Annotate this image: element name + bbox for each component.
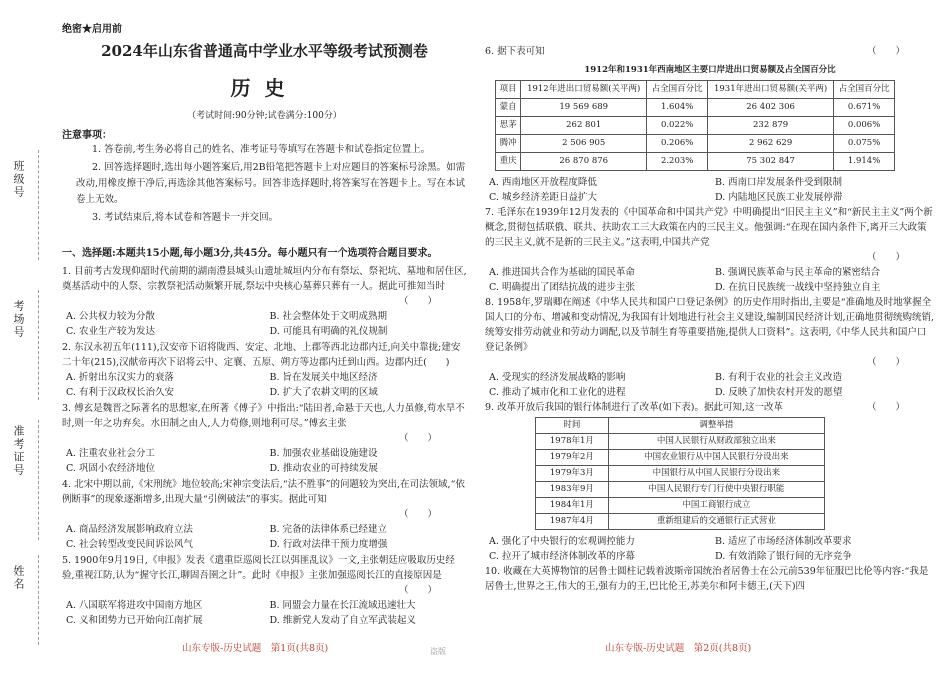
section-heading: 一、选择题:本题共15小题,每小题3分,共45分。每小题只有一个选项符合题目要求。 bbox=[62, 248, 438, 259]
table-cell: 1978年1月 bbox=[536, 434, 609, 450]
table-cell: 1.604% bbox=[647, 99, 708, 117]
options bbox=[66, 309, 467, 339]
table-row bbox=[496, 153, 895, 171]
table-row bbox=[496, 99, 895, 117]
table-header: 1931年进出口贸易额(关平两) bbox=[708, 81, 834, 99]
options bbox=[489, 175, 935, 205]
option-c: C. 农业生产较为发达 bbox=[66, 326, 155, 337]
table-cell: 2 962 629 bbox=[708, 135, 834, 153]
table-row bbox=[536, 434, 825, 450]
question-stem: 10. 收藏在大英博物馆的居鲁士圆柱记载着波斯帝国统治者居鲁士在公元前539年征服巴比伦等内容:“我是居鲁士,世界之王,伟大的王,强有力的王,巴比伦王,苏美尔和阿卡德王,(天下)四 bbox=[485, 566, 929, 592]
table-cell: 0.006% bbox=[834, 117, 895, 135]
question-9 bbox=[485, 400, 935, 564]
table-cell: 中国工商银行成立 bbox=[608, 498, 824, 514]
option-a: A. 八国联军将进攻中国南方地区 bbox=[66, 600, 203, 611]
answer-paren: （ ） bbox=[866, 46, 905, 57]
table-cell: 中国人民银行从财政部独立出来 bbox=[608, 434, 824, 450]
table-row bbox=[536, 498, 825, 514]
option-b: B. 强调民族革命与民主革命的紧密结合 bbox=[715, 267, 881, 278]
option-d: D. 在抗日民族统一战线中坚持独立自主 bbox=[715, 282, 881, 293]
answer-paren: （ ） bbox=[398, 296, 437, 307]
option-a: A. 公共权力较为分散 bbox=[66, 311, 155, 322]
table-header: 占全国百分比 bbox=[834, 81, 895, 99]
page-footer: 山东专版-历史试题 第1页(共8页) bbox=[182, 643, 329, 654]
option-d: D. 扩大了农耕文明的区域 bbox=[269, 387, 378, 398]
table-row bbox=[536, 514, 825, 530]
watermark: 盗版 bbox=[430, 647, 446, 656]
question-1 bbox=[62, 264, 467, 339]
options bbox=[66, 446, 467, 476]
option-c: C. 推动了城市化和工业化的进程 bbox=[489, 387, 626, 398]
table-cell: 2 506 905 bbox=[521, 135, 647, 153]
table-header-row bbox=[496, 81, 895, 99]
option-d: D. 有效消除了银行间的无序竞争 bbox=[715, 551, 852, 562]
option-c: C. 社会转型改变民间诉讼风气 bbox=[66, 539, 193, 550]
option-c: C. 拉开了城市经济体制改革的序幕 bbox=[489, 551, 635, 562]
options bbox=[489, 265, 935, 295]
answer-paren: （ ） bbox=[398, 585, 437, 596]
exam-info: （考试时间:90分钟;试卷满分:100分） bbox=[187, 111, 342, 121]
option-b: B. 旨在发展关中地区经济 bbox=[269, 372, 378, 383]
binding-margin bbox=[0, 0, 58, 674]
table-cell: 1984年1月 bbox=[536, 498, 609, 514]
subject-title: 历史 bbox=[230, 76, 299, 100]
options bbox=[66, 522, 467, 552]
table-row bbox=[536, 482, 825, 498]
question-stem: 9. 改革开放后我国的银行体制进行了改革(如下表)。据此可知,这一改革 bbox=[485, 402, 784, 413]
option-b: B. 西南口岸发展条件受到限制 bbox=[715, 177, 843, 188]
question-3 bbox=[62, 401, 467, 476]
option-d: D. 推动农业的可持续发展 bbox=[269, 463, 378, 474]
exam-room-line bbox=[38, 290, 40, 400]
name-line bbox=[38, 555, 40, 645]
option-a: A. 强化了中央银行的宏观调控能力 bbox=[489, 536, 635, 547]
class-number-label: 班级号 bbox=[12, 160, 25, 199]
table-row bbox=[536, 450, 825, 466]
option-a: A. 商品经济发展影响政府立法 bbox=[66, 524, 193, 535]
answer-paren: （ ） bbox=[398, 509, 437, 520]
option-b: B. 同盟会力量在长江流域迅速壮大 bbox=[269, 600, 416, 611]
question-stem: 4. 北宋中期以前,《宋刑统》地位较高;宋神宗变法后,“法不胜事”的问题较为突出,在司法领域,“依例断事”的现象逐渐增多,出现大量“引例破法”的事实。据此可知 bbox=[62, 479, 465, 505]
answer-paren: （ ） bbox=[866, 252, 905, 263]
exam-room-label: 考场号 bbox=[12, 300, 25, 339]
option-a: A. 西南地区开放程度降低 bbox=[489, 177, 597, 188]
question-stem: 3. 傅玄是魏晋之际著名的思想家,在所著《傅子》中指出:“陆田者,命悬于天也,人力虽修,苟水旱不时,则一年之功弃矣。水田制之由人,人力苟修,则地利可尽。”傅玄主张 bbox=[62, 403, 465, 429]
option-a: A. 受现实的经济发展战略的影响 bbox=[489, 372, 626, 383]
table-cell: 0.075% bbox=[834, 135, 895, 153]
option-b: B. 完备的法律体系已经建立 bbox=[269, 524, 388, 535]
question-8 bbox=[485, 295, 935, 400]
option-c: C. 城乡经济差距日益扩大 bbox=[489, 192, 597, 203]
option-b: B. 有利于农业的社会主义改造 bbox=[715, 372, 843, 383]
option-d: D. 内陆地区民族工业发展停滞 bbox=[715, 192, 843, 203]
answer-paren: （ ） bbox=[398, 433, 437, 444]
ticket-number-line bbox=[38, 420, 40, 540]
table-cell: 1987年4月 bbox=[536, 514, 609, 530]
options bbox=[489, 534, 935, 564]
table-header: 项目 bbox=[496, 81, 521, 99]
question-7 bbox=[485, 205, 935, 295]
options bbox=[489, 370, 935, 400]
table-header: 时间 bbox=[536, 418, 609, 434]
option-a: A. 注重农业社会分工 bbox=[66, 448, 155, 459]
table-cell: 0.022% bbox=[647, 117, 708, 135]
table-cell: 75 302 847 bbox=[708, 153, 834, 171]
table-cell: 262 801 bbox=[521, 117, 647, 135]
table-row bbox=[496, 117, 895, 135]
class-number-line bbox=[38, 150, 40, 260]
question-5 bbox=[62, 553, 467, 628]
table-cell: 中国人民银行专门行使中央银行职能 bbox=[608, 482, 824, 498]
notes-title: 注意事项： bbox=[62, 130, 112, 141]
question-list bbox=[62, 264, 467, 629]
table-row bbox=[496, 135, 895, 153]
name-label: 姓名 bbox=[12, 565, 25, 591]
table-cell: 232 879 bbox=[708, 117, 834, 135]
option-a: A. 推进国共合作为基础的国民革命 bbox=[489, 267, 635, 278]
table-cell: 重庆 bbox=[496, 153, 521, 171]
option-d: D. 反映了加快农村开发的愿望 bbox=[715, 387, 843, 398]
table-header: 占全国百分比 bbox=[647, 81, 708, 99]
option-c: C. 巩固小农经济地位 bbox=[66, 463, 155, 474]
note-item: 3. 考试结束后,将本试卷和答题卡一并交回。 bbox=[92, 212, 279, 223]
notes bbox=[76, 142, 466, 228]
option-b: B. 加强农业基础设施建设 bbox=[269, 448, 378, 459]
table-cell: 重新组建后的交通银行正式营业 bbox=[608, 514, 824, 530]
question-stem: 1. 目前考古发现仰韶时代前期的湖南澧县城头山遗址城垣内分布有祭坛、祭祀坑、墓地和居住区,奠基活动中的人祭、宗教祭祀活动频繁开展,祭坛中央核心墓葬只葬有一人。据此可推知当时 bbox=[62, 266, 467, 292]
trade-table bbox=[495, 80, 895, 171]
table-cell: 1979年2月 bbox=[536, 450, 609, 466]
table-row bbox=[536, 466, 825, 482]
answer-paren: （ ） bbox=[866, 357, 905, 368]
table-cell: 26 402 306 bbox=[708, 99, 834, 117]
question-stem: 7. 毛泽东在1939年12月发表的《中国革命和中国共产党》中明确提出“旧民主主义”和“新民主主义”两个新概念,贯彻包括联俄、联共、扶助农工三大政策在内的三民主义。他强调:“在现在国内条件下,离开三大政策的三民主义,就不是新的三民主义。”这表明,中国共产党 bbox=[485, 207, 933, 248]
question-6 bbox=[485, 44, 935, 205]
question-stem: 5. 1900年9月19日,《申报》发表《遣重臣巡阅长江以弭匪乱议》一文,主张朝廷应吸取历史经验,重视江防,认为“握守长江,聊固吾圉之计”。此时《申报》主张加强巡阅长江的直接原因是 bbox=[62, 555, 455, 581]
table-cell: 中国银行从中国人民银行分设出来 bbox=[608, 466, 824, 482]
option-b: B. 社会整体处于文明成熟期 bbox=[269, 311, 388, 322]
table-cell: 26 870 876 bbox=[521, 153, 647, 171]
table-cell: 0.671% bbox=[834, 99, 895, 117]
question-4 bbox=[62, 477, 467, 552]
option-a: A. 折射出东汉实力的衰落 bbox=[66, 372, 174, 383]
page-footer: 山东专版-历史试题 第2页(共8页) bbox=[605, 643, 752, 654]
answer-paren: （ ） bbox=[866, 402, 905, 413]
table-cell: 1.914% bbox=[834, 153, 895, 171]
table-cell: 思茅 bbox=[496, 117, 521, 135]
table-cell: 腾冲 bbox=[496, 135, 521, 153]
table-cell: 19 569 689 bbox=[521, 99, 647, 117]
question-stem: 6. 据下表可知 bbox=[485, 46, 545, 57]
options bbox=[66, 370, 467, 400]
table-cell: 0.206% bbox=[647, 135, 708, 153]
question-10 bbox=[485, 564, 935, 594]
option-c: C. 明确提出了团结抗战的进步主张 bbox=[489, 282, 635, 293]
table-header-row bbox=[536, 418, 825, 434]
note-item: 1. 答卷前,考生务必将自己的姓名、准考证号等填写在答题卡和试卷指定位置上。 bbox=[92, 144, 431, 155]
secret-mark: 绝密★启用前 bbox=[62, 24, 122, 35]
question-stem: 8. 1958年,罗瑞卿在阐述《中华人民共和国户口登记条例》的历史作用时指出,主要是“准确地及时地掌握全国人口的分布、增减和变动情况,为我国有计划地进行社会主义建设,编制国民经济计划,正确地贯彻统购统销,统筹安排劳动就业和劳动力调配,以及节制生育等重要措施,提供人口资料”。这表明,《中华人民共和国户口登记条例》 bbox=[485, 297, 935, 353]
note-item: 2. 回答选择题时,选出每小题答案后,用2B铅笔把答题卡上对应题目的答案标号涂黑。如需改动,用橡皮擦干净后,再选涂其他答案标号。回答非选择题时,将答案写在答题卡上。写在本试卷上无效。 bbox=[76, 162, 466, 205]
option-d: D. 行政对法律干预力度增强 bbox=[269, 539, 388, 550]
table-cell: 中国农业银行从中国人民银行分设出来 bbox=[608, 450, 824, 466]
option-d: D. 可能具有明确的礼仪规制 bbox=[269, 326, 388, 337]
option-c: C. 有利于汉政权长治久安 bbox=[66, 387, 174, 398]
table-header: 调整举措 bbox=[608, 418, 824, 434]
table-cell: 2.203% bbox=[647, 153, 708, 171]
table-caption: 1912年和1931年西南地区主要口岸进出口贸易额及占全国百分比 bbox=[584, 65, 836, 75]
option-b: B. 适应了市场经济体制改革要求 bbox=[715, 536, 852, 547]
table-cell: 1979年3月 bbox=[536, 466, 609, 482]
right-page bbox=[475, 0, 950, 674]
option-c: C. 义和团势力已开始向江南扩展 bbox=[66, 615, 203, 626]
table-header: 1912年进出口贸易额(关平两) bbox=[521, 81, 647, 99]
bank-reform-table bbox=[535, 417, 825, 530]
question-2 bbox=[62, 340, 467, 400]
question-stem: 2. 东汉永初五年(111),汉安帝下诏将陇西、安定、北地、上郡等西北边郡内迁,向关中靠拢;建安二十年(215),汉献帝再次下诏将云中、定襄、五原、朔方等边郡内迁到山西。边郡内迁( ) bbox=[62, 342, 461, 368]
options bbox=[66, 598, 467, 628]
right-content bbox=[485, 0, 935, 594]
exam-title: 2024年山东省普通高中学业水平等级考试预测卷 bbox=[101, 42, 428, 60]
table-cell: 1983年9月 bbox=[536, 482, 609, 498]
ticket-number-label: 准考证号 bbox=[12, 425, 25, 477]
option-d: D. 维新党人发动了自立军武装起义 bbox=[269, 615, 416, 626]
table-cell: 蒙自 bbox=[496, 99, 521, 117]
